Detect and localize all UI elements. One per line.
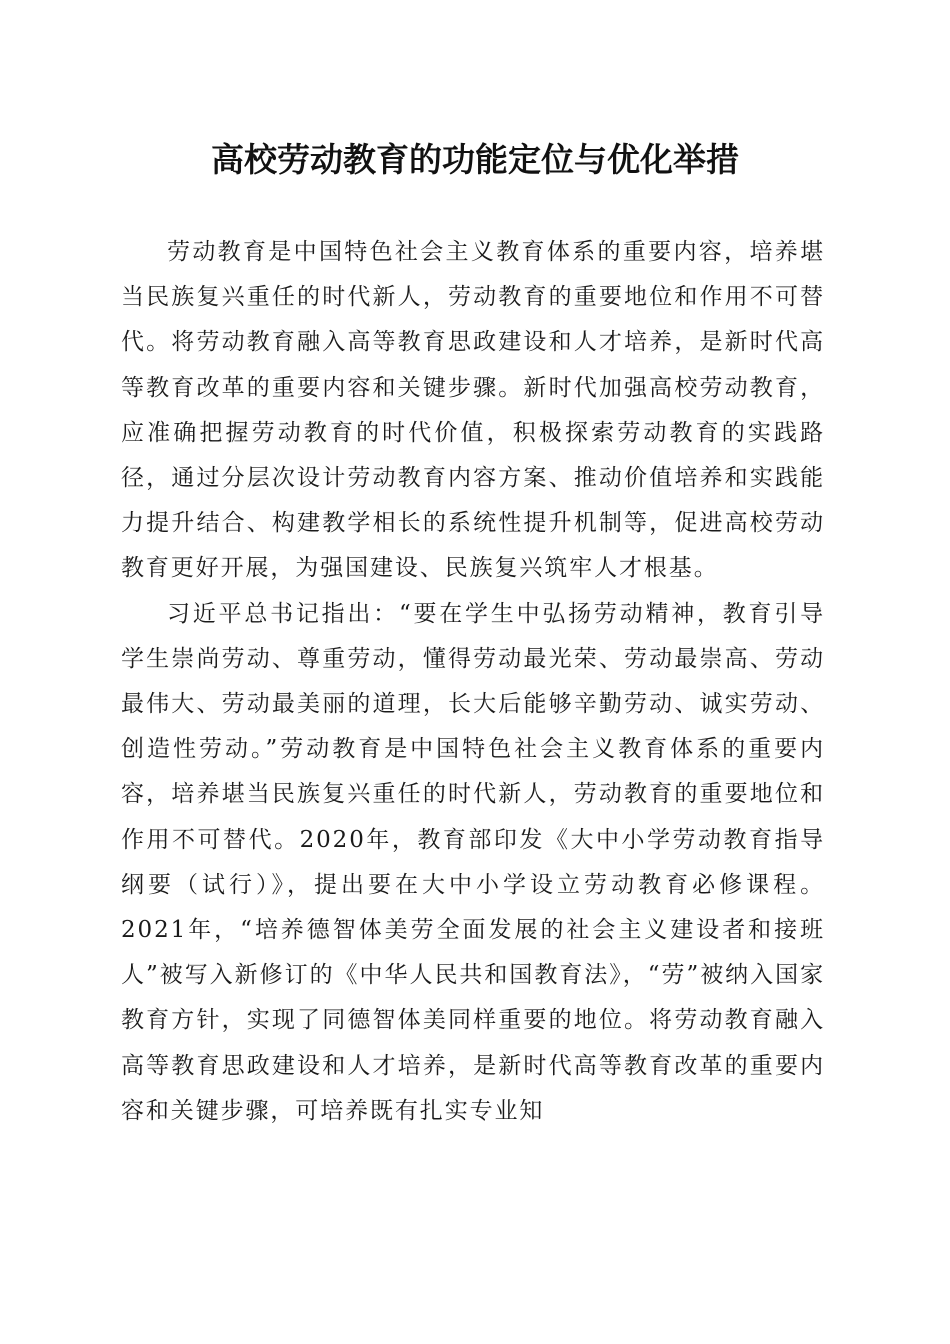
document-body (121, 230, 825, 1134)
paragraph-2: 习近平总书记指出：“要在学生中弘扬劳动精神，教育引导学生崇尚劳动、尊重劳动，懂得劳动最光荣、劳动最崇高、劳动最伟大、劳动最美丽的道理，长大后能够辛勤劳动、诚实劳动、创造性劳动。”劳动教育是中国特色社会主义教育体系的重要内容，培养堪当民族复兴重任的时代新人，劳动教育的重要地位和作用不可替代。2020年，教育部印发《大中小学劳动教育指导纲要（试行）》，提出要在大中小学设立劳动教育必修课程。2021年，“培养德智体美劳全面发展的社会主义建设者和接班人”被写入新修订的《中华人民共和国教育法》，“劳”被纳入国家教育方针，实现了同德智体美同样重要的地位。将劳动教育融入高等教育思政建设和人才培养，是新时代高等教育改革的重要内容和关键步骤，可培养既有扎实专业知 (121, 600, 825, 1124)
document-title: 高校劳动教育的功能定位与优化举措 (211, 140, 739, 179)
paragraph-1: 劳动教育是中国特色社会主义教育体系的重要内容，培养堪当民族复兴重任的时代新人，劳动教育的重要地位和作用不可替代。将劳动教育融入高等教育思政建设和人才培养，是新时代高等教育改革的重要内容和关键步骤。新时代加强高校劳动教育，应准确把握劳动教育的时代价值，积极探索劳动教育的实践路径，通过分层次设计劳动教育内容方案、推动价值培养和实践能力提升结合、构建教学相长的系统性提升机制等，促进高校劳动教育更好开展，为强国建设、民族复兴筑牢人才根基。 (121, 239, 825, 582)
